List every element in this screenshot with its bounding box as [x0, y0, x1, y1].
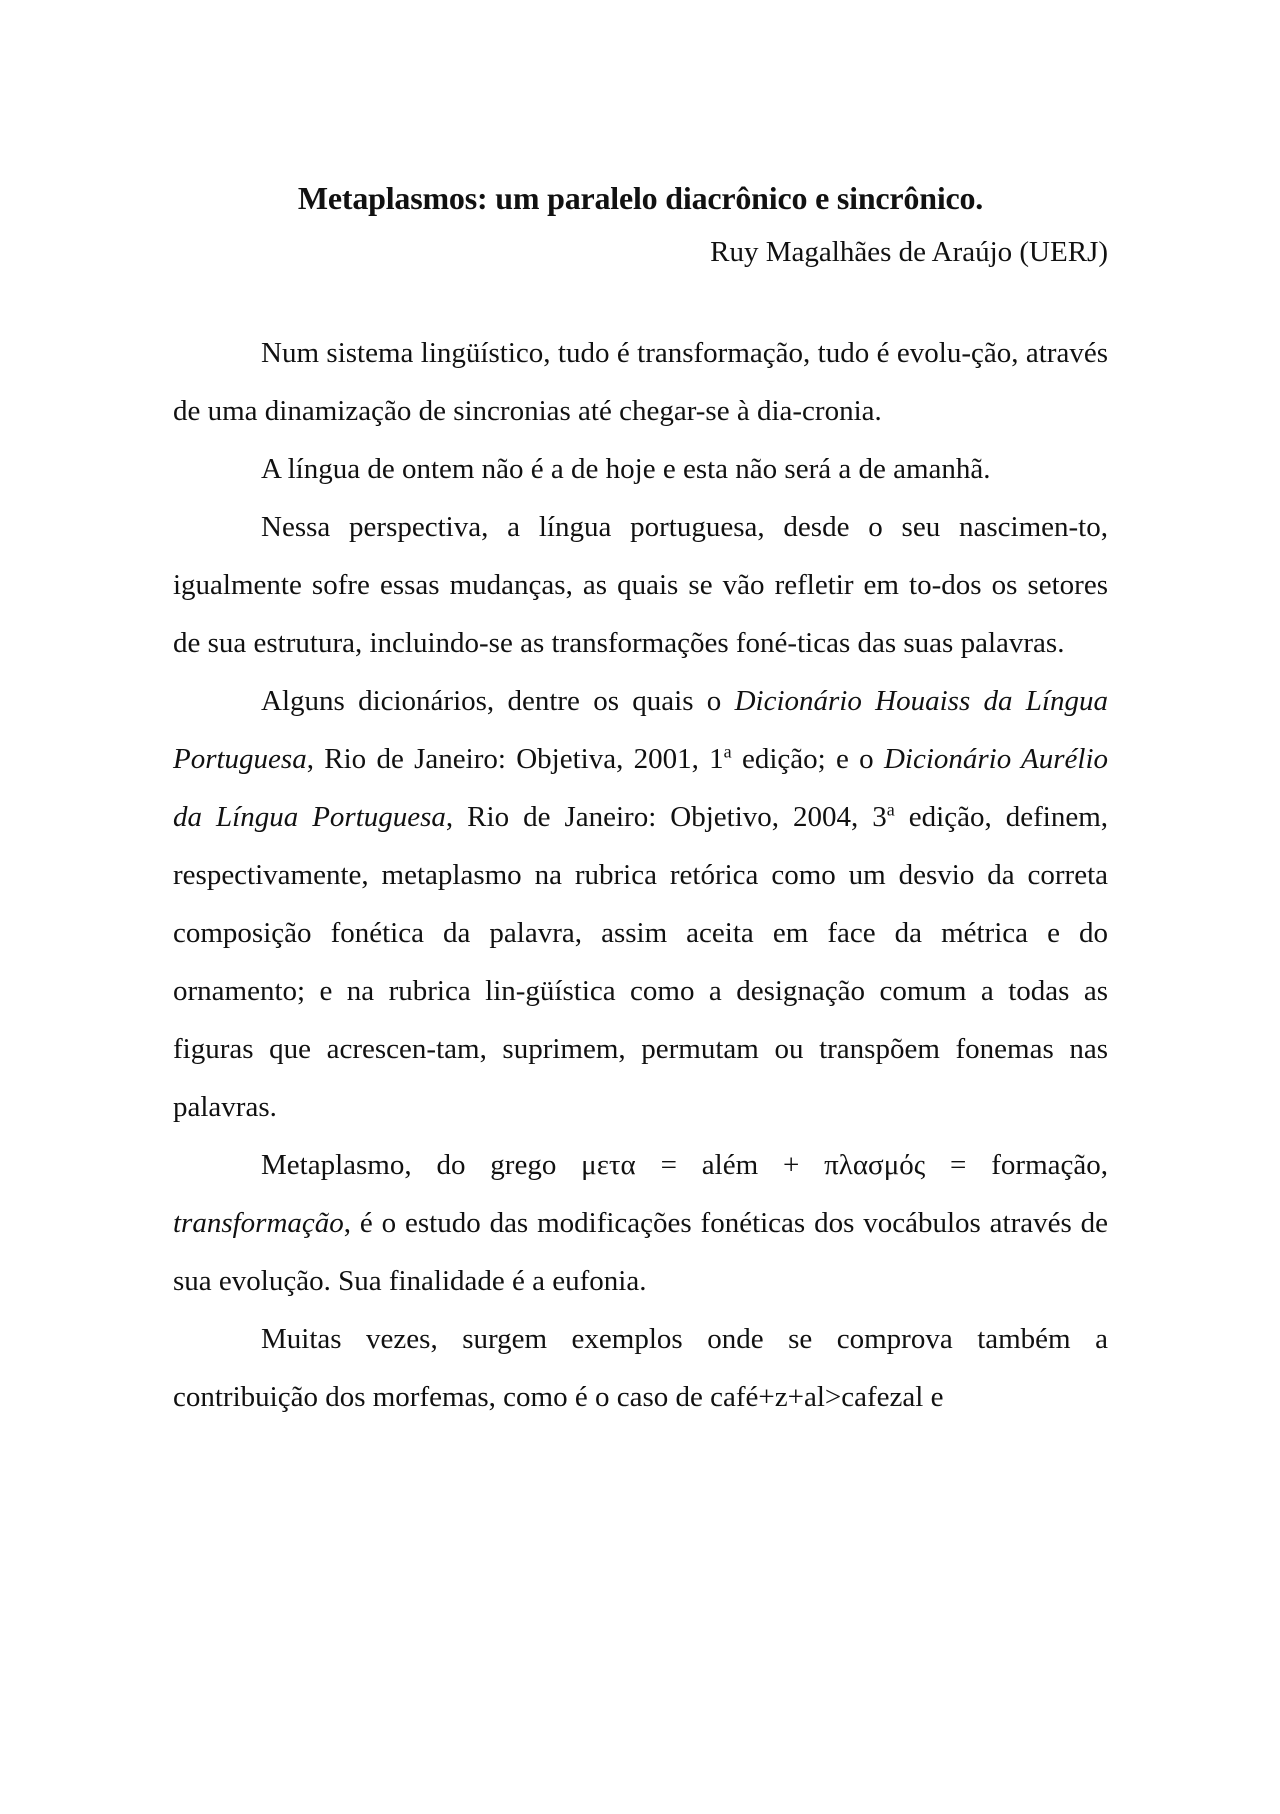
p4-tail: edição, definem, respectivamente, metaplasmo na rubrica retórica como um desvio da correta composição fonética da palavra, assim aceita em face da métrica e do ornamento; e na rubrica lin-güística como a designação comum a todas as figuras que acrescen-tam, suprimem, permutam ou transpõem fonemas nas palavras. [173, 801, 1109, 1123]
p5-italic-term: transformação [173, 1207, 344, 1239]
author-line: Ruy Magalhães de Araújo (UERJ) [710, 236, 1108, 268]
paragraph-4 [173, 672, 1108, 1136]
p5-tail: , é o estudo das modificações fonéticas dos vocábulos através de sua evolução. Sua finalidade é a eufonia. [173, 1207, 1108, 1297]
document-page [173, 170, 1108, 1426]
p5-lead: Metaplasmo, do grego μετα = além + πλασμός = formação, [261, 1149, 1108, 1181]
paragraph-2: A língua de ontem não é a de hoje e esta não será a de amanhã. [261, 453, 991, 485]
paragraph-5 [173, 1136, 1108, 1310]
ordinal-mark: a [886, 799, 895, 820]
paragraph-3: Nessa perspectiva, a língua portuguesa, desde o seu nascimen-to, igualmente sofre essas mudanças, as quais se vão refletir em to-dos os setores de sua estrutura, incluindo-se as transformações foné-ticas das suas palavras. [173, 511, 1108, 659]
paragraph-6: Muitas vezes, surgem exemplos onde se comprova também a contribuição dos morfemas, como é o caso de café+z+al>cafezal e [173, 1323, 1108, 1413]
p4-mid3: , Rio de Janeiro: Objetivo, 2004, 3 [445, 801, 887, 833]
dictionary-aurelio-title: Dicionário Aurélio da Língua Portuguesa [173, 743, 1108, 833]
ordinal-mark: a [723, 741, 732, 762]
document-title: Metaplasmos: um paralelo diacrônico e sincrônico. [297, 180, 984, 216]
dictionary-houaiss-title: Dicionário Houaiss da Língua Portuguesa [173, 685, 1108, 775]
p4-mid2: edição; e o [731, 743, 884, 775]
paragraph-1: Num sistema lingüístico, tudo é transformação, tudo é evolu-ção, através de uma dinamização de sincronias até chegar-se à dia-cronia. [173, 337, 1108, 427]
document-body [173, 324, 1108, 1426]
p4-mid1: , Rio de Janeiro: Objetiva, 2001, 1 [306, 743, 724, 775]
p4-lead: Alguns dicionários, dentre os quais o [261, 685, 735, 717]
